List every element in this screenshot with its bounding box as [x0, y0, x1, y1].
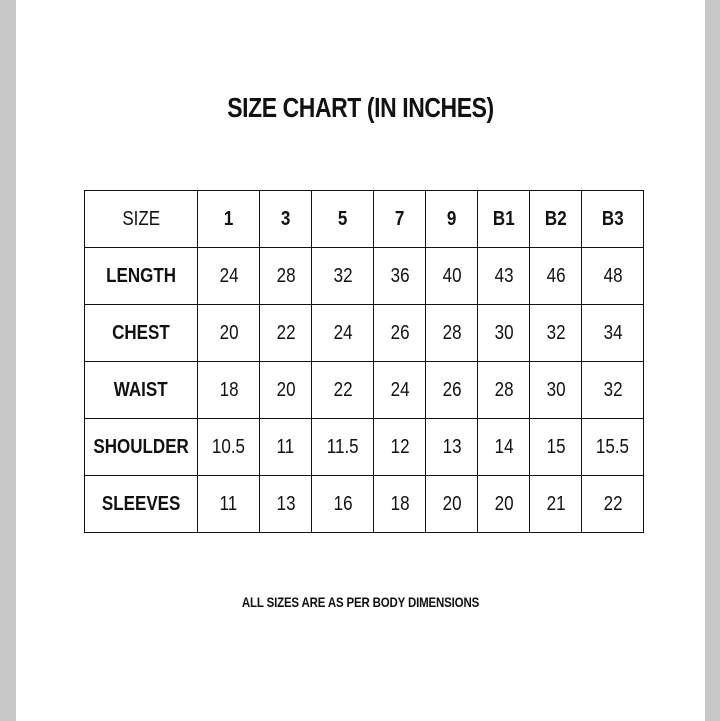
table-row	[85, 305, 644, 362]
size-header-cell-text: 3	[281, 207, 291, 230]
value-cell-text: 11	[276, 435, 295, 458]
size-header-cell	[530, 191, 582, 248]
value-cell-text: 26	[442, 378, 462, 401]
value-cell-text: 22	[276, 321, 296, 344]
value-cell	[530, 419, 582, 476]
table-header-row	[85, 191, 644, 248]
row-label-cell	[85, 419, 198, 476]
value-cell-text: 15.5	[596, 435, 630, 458]
header-label-cell-text: SIZE	[122, 207, 161, 230]
value-cell-text: 10.5	[212, 435, 246, 458]
row-label-cell-text: SLEEVES	[101, 492, 181, 515]
value-cell	[260, 419, 312, 476]
table-row	[85, 419, 644, 476]
page-title: SIZE CHART (IN INCHES)	[227, 92, 494, 123]
value-cell-text: 22	[603, 492, 623, 515]
value-cell	[198, 476, 260, 533]
value-cell	[198, 248, 260, 305]
value-cell	[582, 248, 644, 305]
value-cell-text: 11.5	[326, 435, 359, 458]
value-cell	[478, 476, 530, 533]
size-header-cell-text: B3	[601, 207, 624, 230]
value-cell-text: 34	[603, 321, 623, 344]
value-cell-text: 28	[494, 378, 514, 401]
value-cell	[312, 419, 374, 476]
value-cell-text: 32	[333, 264, 353, 287]
value-cell-text: 26	[390, 321, 410, 344]
row-label-cell	[85, 248, 198, 305]
value-cell	[312, 476, 374, 533]
value-cell	[374, 248, 426, 305]
value-cell-text: 18	[390, 492, 410, 515]
value-cell	[260, 305, 312, 362]
table-row	[85, 248, 644, 305]
row-label-cell	[85, 476, 198, 533]
value-cell-text: 30	[494, 321, 514, 344]
value-cell	[426, 362, 478, 419]
value-cell	[426, 419, 478, 476]
value-cell	[582, 362, 644, 419]
value-cell	[426, 305, 478, 362]
value-cell	[478, 362, 530, 419]
value-cell-text: 48	[603, 264, 623, 287]
size-header-cell-text: 9	[447, 207, 457, 230]
size-table	[84, 190, 644, 533]
size-header-cell-text: 7	[395, 207, 405, 230]
table-row	[85, 476, 644, 533]
value-cell	[374, 419, 426, 476]
size-header-cell	[374, 191, 426, 248]
value-cell-text: 15	[546, 435, 566, 458]
value-cell-text: 13	[276, 492, 296, 515]
row-label-cell-text: LENGTH	[106, 264, 177, 287]
value-cell-text: 21	[546, 492, 566, 515]
value-cell	[260, 362, 312, 419]
value-cell	[312, 362, 374, 419]
value-cell	[198, 362, 260, 419]
value-cell	[260, 476, 312, 533]
size-table-body	[85, 191, 644, 533]
value-cell-text: 16	[333, 492, 353, 515]
value-cell-text: 20	[442, 492, 462, 515]
table-row	[85, 362, 644, 419]
size-header-cell	[426, 191, 478, 248]
value-cell-text: 32	[603, 378, 623, 401]
value-cell-text: 46	[546, 264, 566, 287]
value-cell-text: 36	[390, 264, 410, 287]
value-cell-text: 30	[546, 378, 566, 401]
value-cell-text: 24	[219, 264, 239, 287]
header-label-cell	[85, 191, 198, 248]
size-header-cell-text: B1	[492, 207, 515, 230]
value-cell	[530, 248, 582, 305]
value-cell-text: 11	[219, 492, 238, 515]
size-header-cell	[260, 191, 312, 248]
value-cell-text: 24	[333, 321, 353, 344]
row-label-cell-text: CHEST	[112, 321, 170, 344]
row-label-cell-text: SHOULDER	[93, 435, 189, 458]
value-cell	[530, 305, 582, 362]
value-cell	[198, 305, 260, 362]
value-cell	[426, 476, 478, 533]
value-cell-text: 28	[442, 321, 462, 344]
value-cell	[582, 419, 644, 476]
value-cell	[530, 362, 582, 419]
value-cell-text: 22	[333, 378, 353, 401]
value-cell	[198, 419, 260, 476]
value-cell	[478, 305, 530, 362]
value-cell-text: 20	[219, 321, 239, 344]
value-cell-text: 40	[442, 264, 462, 287]
size-header-cell	[312, 191, 374, 248]
size-header-cell-text: 1	[224, 207, 234, 230]
value-cell	[478, 419, 530, 476]
value-cell	[312, 248, 374, 305]
size-chart-sheet	[16, 0, 705, 721]
size-header-cell-text: 5	[338, 207, 348, 230]
value-cell-text: 20	[276, 378, 296, 401]
value-cell	[530, 476, 582, 533]
value-cell	[478, 248, 530, 305]
value-cell-text: 28	[276, 264, 296, 287]
value-cell-text: 12	[390, 435, 410, 458]
value-cell-text: 24	[390, 378, 410, 401]
size-header-cell-text: B2	[544, 207, 567, 230]
footnote: ALL SIZES ARE AS PER BODY DIMENSIONS	[241, 594, 480, 610]
value-cell-text: 13	[442, 435, 462, 458]
value-cell-text: 43	[494, 264, 514, 287]
value-cell	[582, 305, 644, 362]
value-cell	[374, 362, 426, 419]
size-header-cell	[582, 191, 644, 248]
size-header-cell	[478, 191, 530, 248]
value-cell	[426, 248, 478, 305]
value-cell	[260, 248, 312, 305]
value-cell-text: 14	[494, 435, 514, 458]
value-cell	[312, 305, 374, 362]
row-label-cell	[85, 305, 198, 362]
value-cell	[582, 476, 644, 533]
row-label-cell-text: WAIST	[114, 378, 169, 401]
value-cell	[374, 305, 426, 362]
value-cell-text: 20	[494, 492, 514, 515]
value-cell-text: 18	[219, 378, 239, 401]
value-cell-text: 32	[546, 321, 566, 344]
row-label-cell	[85, 362, 198, 419]
value-cell	[374, 476, 426, 533]
size-header-cell	[198, 191, 260, 248]
